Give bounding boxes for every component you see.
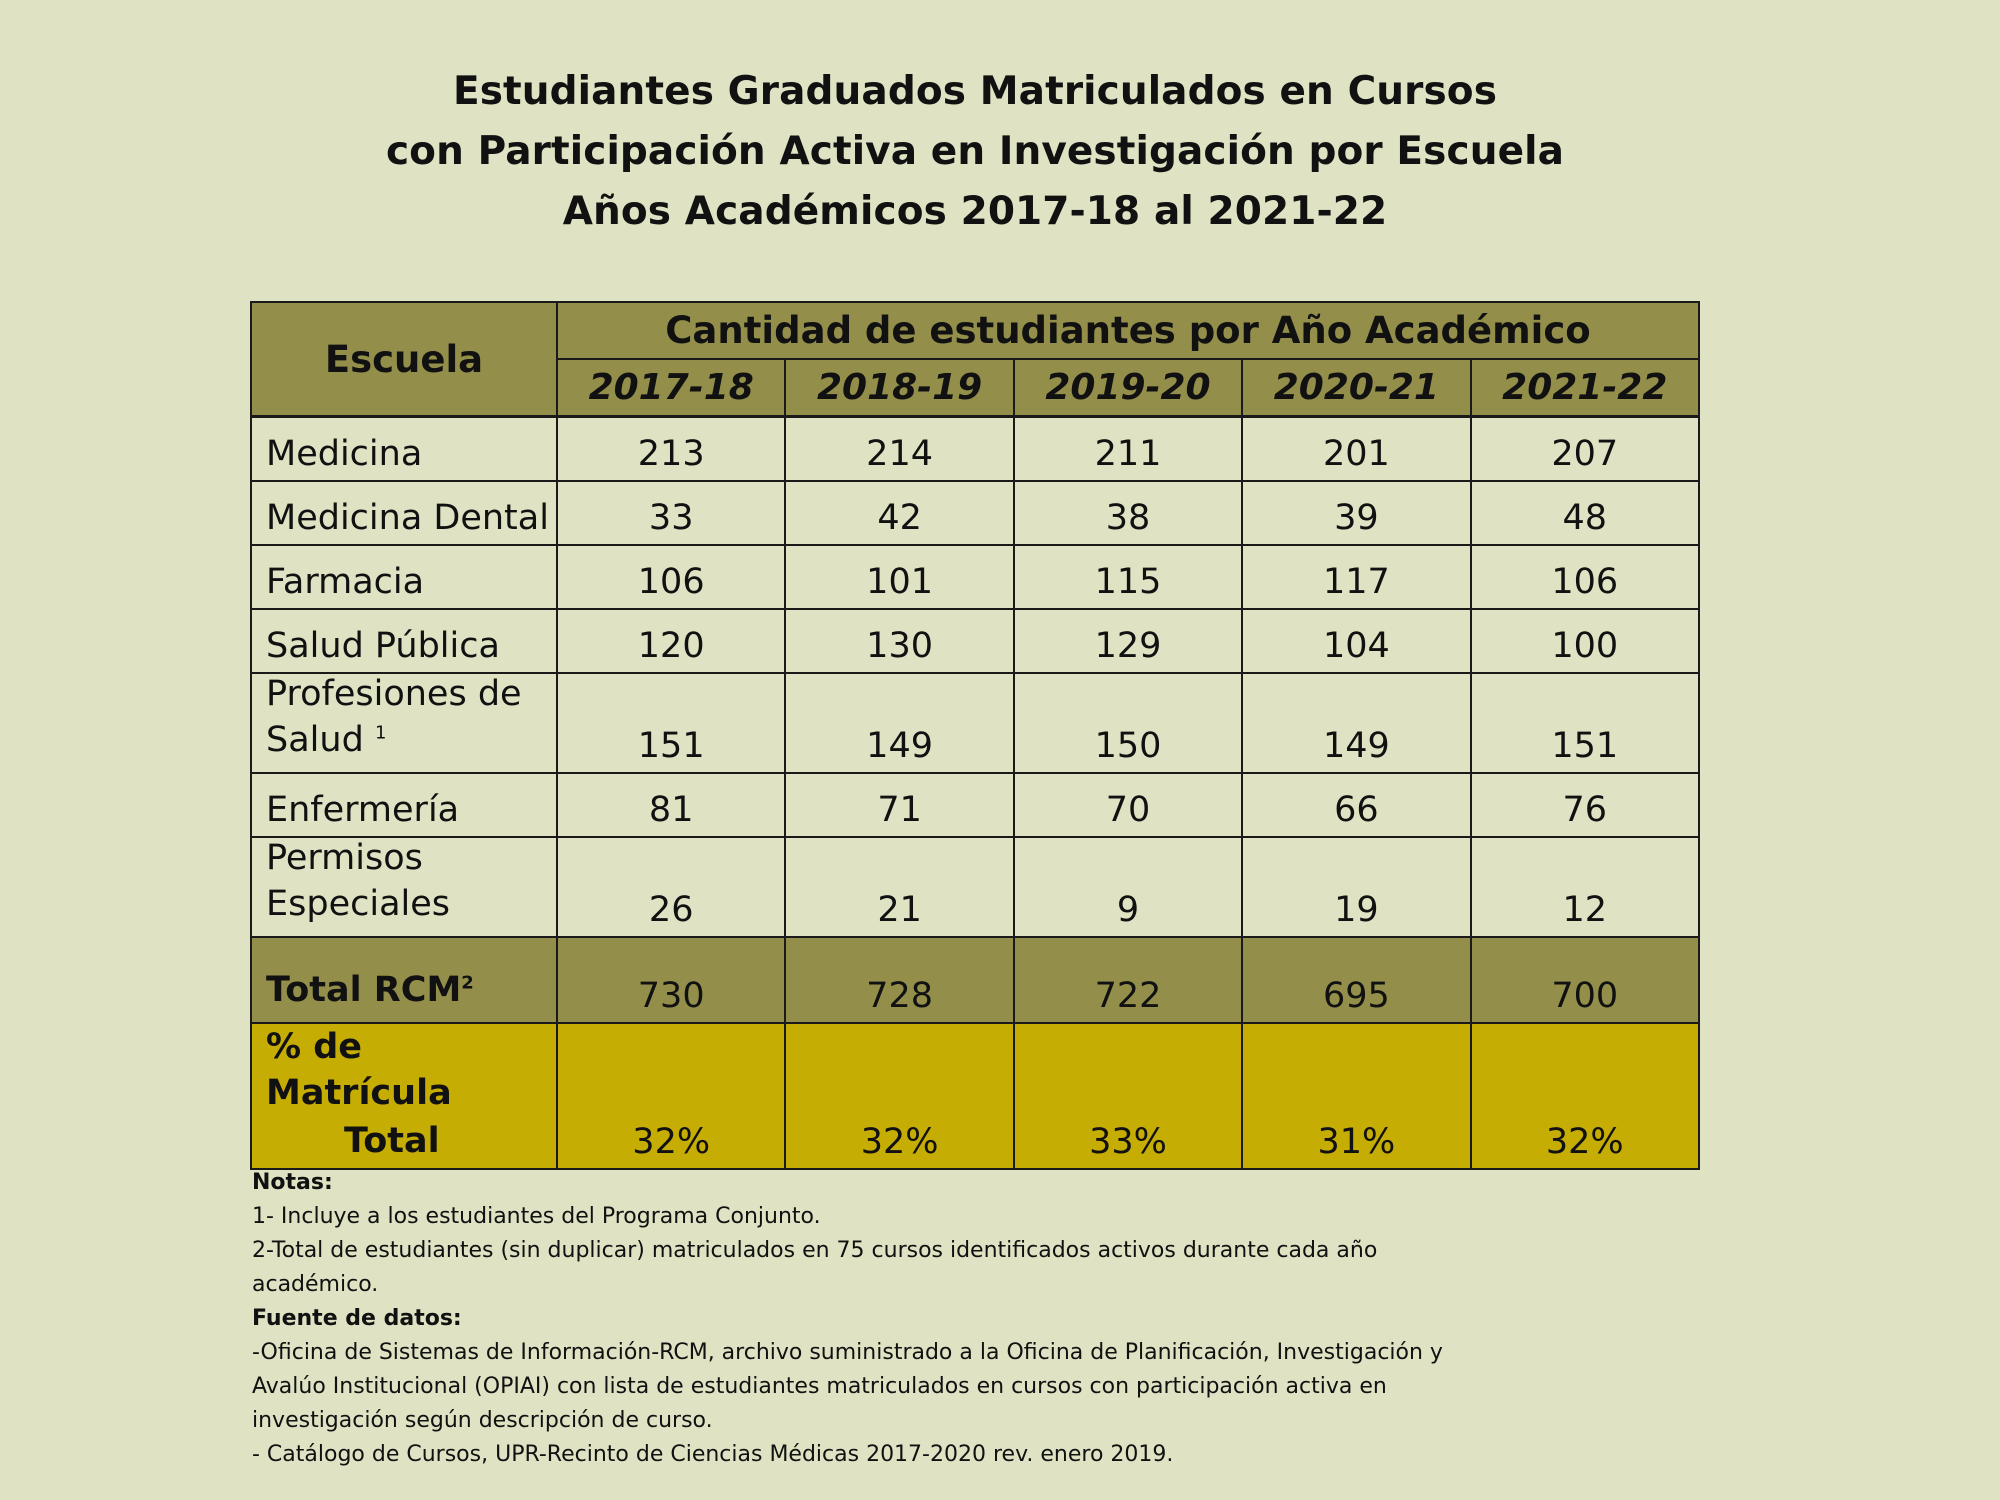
school-name: Salud Pública [251, 609, 557, 673]
page-title [0, 62, 1950, 242]
year-group-header: Cantidad de estudiantes por Año Académico [557, 302, 1699, 359]
total-cell: 728 [785, 937, 1013, 1023]
table-cell: 101 [785, 545, 1013, 609]
school-name: Profesiones de Salud $^1$ [251, 673, 557, 773]
table-row [251, 417, 1699, 481]
school-name: Medicina [251, 417, 557, 481]
source-1: -Oficina de Sistemas de Información-RCM, archivo suministrado a la Oficina de Planificación, Investigación y Avalúo Institucional (OPIAI) con lista de estudiantes matriculados en cursos con participación activa en investigación según descripción de curso. [252, 1340, 1443, 1433]
total-row [251, 937, 1699, 1023]
table-row [251, 481, 1699, 545]
table-cell: 71 [785, 773, 1013, 837]
table-cell: 106 [1471, 545, 1699, 609]
table-cell: 201 [1242, 417, 1470, 481]
table-cell: 38 [1014, 481, 1242, 545]
notes-heading: Notas: [252, 1170, 333, 1195]
table-cell: 213 [557, 417, 785, 481]
year-header: 2017-18 [557, 359, 785, 417]
table-cell: 214 [785, 417, 1013, 481]
table-cell: 150 [1014, 673, 1242, 773]
year-header: 2018-19 [785, 359, 1013, 417]
note-1: 1- Incluye a los estudiantes del Programa Conjunto. [252, 1204, 821, 1229]
source-2: - Catálogo de Cursos, UPR-Recinto de Ciencias Médicas 2017-2020 rev. enero 2019. [252, 1442, 1174, 1467]
table-cell: 81 [557, 773, 785, 837]
table-cell: 104 [1242, 609, 1470, 673]
school-name: Farmacia [251, 545, 557, 609]
total-cell: 722 [1014, 937, 1242, 1023]
table-cell: 207 [1471, 417, 1699, 481]
source-heading: Fuente de datos: [252, 1306, 462, 1331]
percent-cell: 31% [1242, 1023, 1470, 1169]
percent-label: % de MatrículaTotal [251, 1023, 557, 1169]
table-row [251, 545, 1699, 609]
table-cell: 33 [557, 481, 785, 545]
title-line-2: con Participación Activa en Investigación por Escuela [385, 129, 1565, 174]
table-row [251, 673, 1699, 773]
table-cell: 66 [1242, 773, 1470, 837]
percent-cell: 33% [1014, 1023, 1242, 1169]
table-cell: 129 [1014, 609, 1242, 673]
table-cell: 151 [557, 673, 785, 773]
table-cell: 120 [557, 609, 785, 673]
table-cell: 100 [1471, 609, 1699, 673]
table-row [251, 837, 1699, 937]
table-cell: 26 [557, 837, 785, 937]
table-cell: 70 [1014, 773, 1242, 837]
school-name: Permisos Especiales [251, 837, 557, 937]
table-cell: 19 [1242, 837, 1470, 937]
title-line-1: Estudiantes Graduados Matriculados en Cursos [452, 69, 1498, 114]
table-cell: 39 [1242, 481, 1470, 545]
table-cell: 21 [785, 837, 1013, 937]
footnote-marker: 1 [374, 721, 387, 743]
note-2: 2-Total de estudiantes (sin duplicar) matriculados en 75 cursos identificados activos durante cada año académico. [252, 1238, 1378, 1297]
table-cell: 76 [1471, 773, 1699, 837]
percent-cell: 32% [1471, 1023, 1699, 1169]
year-header: 2021-22 [1471, 359, 1699, 417]
percent-cell: 32% [557, 1023, 785, 1169]
table-cell: 115 [1014, 545, 1242, 609]
percent-row [251, 1023, 1699, 1169]
table-cell: 12 [1471, 837, 1699, 937]
school-column-header: Escuela [251, 302, 557, 417]
table-cell: 48 [1471, 481, 1699, 545]
table-row [251, 609, 1699, 673]
table-cell: 130 [785, 609, 1013, 673]
table-cell: 149 [785, 673, 1013, 773]
footnote-marker: 2 [461, 971, 474, 993]
enrollment-table [250, 301, 1700, 1170]
table-cell: 42 [785, 481, 1013, 545]
table-cell: 106 [557, 545, 785, 609]
total-label: Total RCM$^2$ [251, 937, 557, 1023]
table-cell: 9 [1014, 837, 1242, 937]
total-cell: 700 [1471, 937, 1699, 1023]
title-line-3: Años Académicos 2017-18 al 2021-22 [562, 189, 1388, 234]
percent-cell: 32% [785, 1023, 1013, 1169]
notes-section [252, 1166, 1502, 1472]
school-name: Enfermería [251, 773, 557, 837]
total-cell: 695 [1242, 937, 1470, 1023]
table-row [251, 773, 1699, 837]
school-name: Medicina Dental [251, 481, 557, 545]
table-cell: 211 [1014, 417, 1242, 481]
year-header: 2019-20 [1014, 359, 1242, 417]
year-header: 2020-21 [1242, 359, 1470, 417]
table-cell: 149 [1242, 673, 1470, 773]
total-cell: 730 [557, 937, 785, 1023]
table-cell: 117 [1242, 545, 1470, 609]
table-cell: 151 [1471, 673, 1699, 773]
